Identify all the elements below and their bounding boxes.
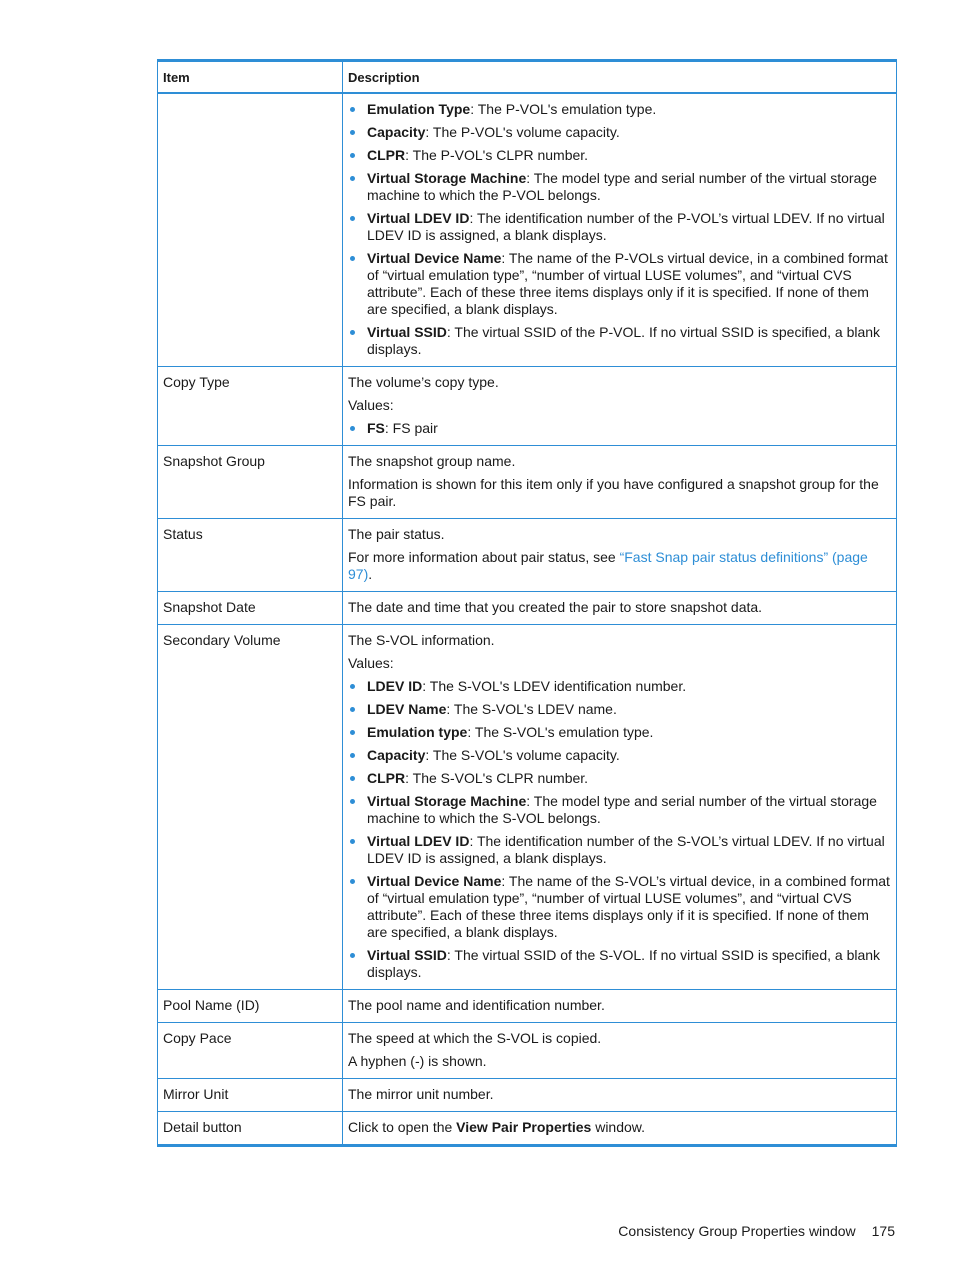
column-header-description: Description [343, 61, 897, 94]
pair-status-definitions-link[interactable]: “Fast Snap pair status definitions” (page 97) [348, 549, 868, 582]
list-item: Virtual LDEV ID: The identification number of the P-VOL’s virtual LDEV. If no virtual LDEV ID is assigned, a blank displays. [348, 210, 891, 244]
description-text: Values: [348, 655, 394, 671]
bullet-icon [350, 776, 355, 781]
description-cell [343, 519, 897, 592]
table-row [158, 446, 897, 519]
item-cell: Snapshot Group [158, 446, 343, 519]
item-cell: Secondary Volume [158, 625, 343, 990]
item-cell: Copy Pace [158, 1023, 343, 1079]
list-item: FS: FS pair [348, 420, 891, 437]
description-text: The S-VOL information. [348, 632, 495, 648]
description-text: Click to open the View Pair Properties window. [348, 1119, 646, 1135]
list-item: CLPR: The S-VOL's CLPR number. [348, 770, 891, 787]
table-header-row [158, 61, 897, 94]
table-row [158, 519, 897, 592]
item-cell: Detail button [158, 1112, 343, 1146]
bullet-icon [350, 153, 355, 158]
list-item: Emulation Type: The P-VOL's emulation type. [348, 101, 891, 118]
description-text: The speed at which the S-VOL is copied. [348, 1030, 602, 1046]
description-text: For more information about pair status, see “Fast Snap pair status definitions” (page 97). [348, 549, 868, 582]
description-text: Values: [348, 397, 394, 413]
bullet-icon [350, 176, 355, 181]
list-item: Virtual Device Name: The name of the P-VOLs virtual device, in a combined format of “virtual emulation type”, “number of virtual LUSE volumes”, and “virtual CVS attribute”. Each of these three items displays only if it is specified. If none of them are specified, a blank displays. [348, 250, 891, 318]
list-item: Virtual Storage Machine: The model type and serial number of the virtual storage machine to which the S-VOL belongs. [348, 793, 891, 827]
list-item: Virtual Device Name: The name of the S-VOL’s virtual device, in a combined format of “virtual emulation type”, “number of virtual LUSE volumes”, and “virtual CVS attribute”. Each of these three items displays only if it is specified. If none of them are specified, a blank displays. [348, 873, 891, 941]
bullet-list [348, 678, 891, 981]
bullet-icon [350, 130, 355, 135]
description-cell [343, 1023, 897, 1079]
column-header-item: Item [158, 61, 343, 94]
item-cell: Copy Type [158, 367, 343, 446]
description-cell [343, 446, 897, 519]
bullet-icon [350, 216, 355, 221]
table-row [158, 990, 897, 1023]
item-cell: Pool Name (ID) [158, 990, 343, 1023]
list-item: Capacity: The S-VOL's volume capacity. [348, 747, 891, 764]
item-cell [158, 93, 343, 367]
table-row [158, 1023, 897, 1079]
bullet-icon [350, 107, 355, 112]
description-cell [343, 1112, 897, 1146]
item-cell: Status [158, 519, 343, 592]
item-cell: Mirror Unit [158, 1079, 343, 1112]
page-footer [618, 1223, 895, 1239]
table-row [158, 1079, 897, 1112]
list-item: CLPR: The P-VOL's CLPR number. [348, 147, 891, 164]
bullet-icon [350, 953, 355, 958]
description-cell [343, 592, 897, 625]
list-item: LDEV Name: The S-VOL's LDEV name. [348, 701, 891, 718]
list-item: Virtual LDEV ID: The identification number of the S-VOL’s virtual LDEV. If no virtual LDEV ID is assigned, a blank displays. [348, 833, 891, 867]
page-number: 175 [871, 1223, 895, 1239]
bullet-icon [350, 330, 355, 335]
table-row [158, 1112, 897, 1146]
description-cell [343, 1079, 897, 1112]
list-item: Emulation type: The S-VOL's emulation type. [348, 724, 891, 741]
description-text: The pool name and identification number. [348, 997, 605, 1013]
description-text: The pair status. [348, 526, 445, 542]
item-cell: Snapshot Date [158, 592, 343, 625]
list-item: Capacity: The P-VOL's volume capacity. [348, 124, 891, 141]
bullet-list [348, 420, 891, 437]
footer-title: Consistency Group Properties window [618, 1223, 856, 1239]
description-text: The date and time that you created the pair to store snapshot data. [348, 599, 763, 615]
table-row [158, 625, 897, 990]
bullet-icon [350, 684, 355, 689]
description-cell [343, 367, 897, 446]
bullet-icon [350, 839, 355, 844]
description-cell [343, 990, 897, 1023]
bullet-list [348, 101, 891, 358]
table-row [158, 93, 897, 367]
description-cell [343, 625, 897, 990]
bullet-icon [350, 799, 355, 804]
table-row [158, 592, 897, 625]
description-text: The mirror unit number. [348, 1086, 494, 1102]
bullet-icon [350, 256, 355, 261]
bullet-icon [350, 730, 355, 735]
bullet-icon [350, 426, 355, 431]
bullet-icon [350, 753, 355, 758]
description-text: The volume’s copy type. [348, 374, 499, 390]
description-text: The snapshot group name. [348, 453, 516, 469]
bullet-icon [350, 707, 355, 712]
description-cell [343, 93, 897, 367]
properties-table [157, 59, 897, 1147]
table-row [158, 367, 897, 446]
view-pair-properties-label: View Pair Properties [456, 1119, 592, 1135]
description-text: Information is shown for this item only if you have configured a snapshot group for the FS pair. [348, 476, 879, 509]
list-item: LDEV ID: The S-VOL's LDEV identification number. [348, 678, 891, 695]
list-item: Virtual Storage Machine: The model type and serial number of the virtual storage machine to which the P-VOL belongs. [348, 170, 891, 204]
list-item: Virtual SSID: The virtual SSID of the S-VOL. If no virtual SSID is specified, a blank displays. [348, 947, 891, 981]
list-item: Virtual SSID: The virtual SSID of the P-VOL. If no virtual SSID is specified, a blank displays. [348, 324, 891, 358]
description-text: A hyphen (-) is shown. [348, 1053, 487, 1069]
bullet-icon [350, 879, 355, 884]
